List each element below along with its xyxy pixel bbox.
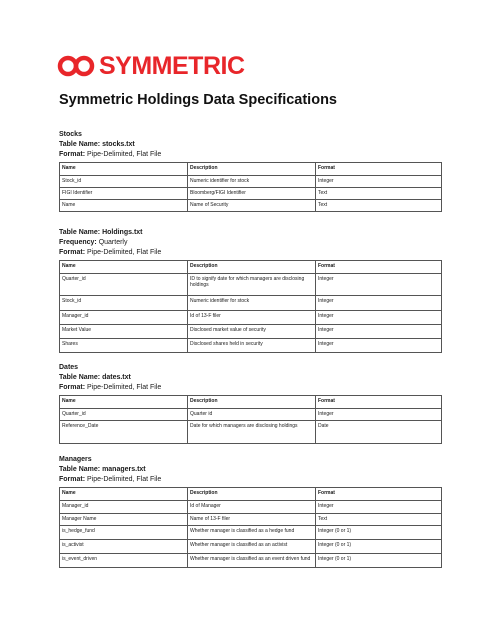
format-line (59, 475, 441, 485)
field-name-cell: Manager Name (60, 514, 188, 526)
format-label: Format: (59, 476, 86, 483)
table-name-line (59, 228, 441, 238)
field-format-cell: Integer (316, 296, 442, 311)
column-header: Description (188, 163, 316, 176)
field-format-cell: Integer (316, 409, 442, 421)
table-name-value: dates.txt (102, 374, 131, 381)
format-line (59, 248, 441, 258)
field-name-cell: Stock_id (60, 176, 188, 188)
table-row (60, 409, 442, 421)
frequency-value: Quarterly (98, 239, 128, 246)
field-description-cell: Whether manager is classified as an event driven fund (188, 554, 316, 568)
column-header: Description (188, 488, 316, 501)
column-header: Format (316, 488, 442, 501)
table-row (60, 296, 442, 311)
table-name-label: Table Name: (59, 374, 101, 381)
table-row (60, 514, 442, 526)
section-1 (59, 228, 441, 353)
field-description-cell: Id of Manager (188, 501, 316, 514)
section-2 (59, 363, 441, 444)
section-0 (59, 130, 441, 212)
column-header: Format (316, 261, 442, 274)
column-header: Name (60, 396, 188, 409)
table-row (60, 501, 442, 514)
table-name-line (59, 140, 441, 150)
column-header: Format (316, 163, 442, 176)
field-name-cell: Market Value (60, 325, 188, 339)
field-description-cell: ID to signify date for which managers are disclosing holdings (188, 274, 316, 296)
format-label: Format: (59, 151, 86, 158)
field-description-cell: Disclosed shares held in security (188, 339, 316, 353)
field-format-cell: Text (316, 188, 442, 200)
table-name-value: managers.txt (102, 466, 146, 473)
field-name-cell: Manager_id (60, 311, 188, 325)
field-description-cell: Name of 13-F filer (188, 514, 316, 526)
spec-table (59, 260, 442, 353)
table-row (60, 540, 442, 554)
format-value: Pipe-Delimited, Flat File (87, 249, 162, 256)
table-name-line (59, 373, 441, 383)
column-header: Description (188, 396, 316, 409)
table-name-value: stocks.txt (102, 141, 135, 148)
table-row (60, 421, 442, 444)
format-label: Format: (59, 384, 86, 391)
format-value: Pipe-Delimited, Flat File (87, 151, 162, 158)
table-row (60, 325, 442, 339)
field-name-cell: Quarter_id (60, 274, 188, 296)
field-name-cell: Reference_Date (60, 421, 188, 444)
field-description-cell: Disclosed market value of security (188, 325, 316, 339)
field-format-cell: Text (316, 200, 442, 212)
field-name-cell: is_activist (60, 540, 188, 554)
field-name-cell: Name (60, 200, 188, 212)
field-name-cell: Stock_id (60, 296, 188, 311)
field-format-cell: Integer (316, 501, 442, 514)
section-heading: Stocks (59, 131, 82, 138)
field-description-cell: Name of Security (188, 200, 316, 212)
table-name-label: Table Name: (59, 229, 101, 236)
field-format-cell: Integer (316, 274, 442, 296)
table-row (60, 274, 442, 296)
table-row (60, 554, 442, 568)
field-description-cell: Id of 13-F filer (188, 311, 316, 325)
table-header-row (60, 163, 442, 176)
column-header: Description (188, 261, 316, 274)
field-description-cell: Date for which managers are disclosing holdings (188, 421, 316, 444)
spec-table (59, 487, 442, 568)
field-format-cell: Integer (0 or 1) (316, 554, 442, 568)
table-name-label: Table Name: (59, 141, 101, 148)
frequency-label: Frequency: (59, 239, 97, 246)
table-header-row (60, 488, 442, 501)
column-header: Format (316, 396, 442, 409)
format-line (59, 383, 441, 393)
spec-table (59, 395, 442, 444)
logo-wordmark: SYMMETRIC (99, 52, 245, 80)
table-row (60, 526, 442, 540)
field-format-cell: Integer (316, 339, 442, 353)
table-header-row (60, 261, 442, 274)
table-row (60, 311, 442, 325)
field-description-cell: Whether manager is classified as a hedge fund (188, 526, 316, 540)
field-name-cell: Quarter_id (60, 409, 188, 421)
column-header: Name (60, 261, 188, 274)
table-row (60, 339, 442, 353)
table-name-value: Holdings.txt (102, 229, 143, 236)
field-format-cell: Integer (316, 176, 442, 188)
field-description-cell: Quarter id (188, 409, 316, 421)
field-name-cell: is_hedge_fund (60, 526, 188, 540)
section-3 (59, 455, 441, 568)
field-name-cell: is_event_driven (60, 554, 188, 568)
field-name-cell: Manager_id (60, 501, 188, 514)
column-header: Name (60, 163, 188, 176)
field-format-cell: Date (316, 421, 442, 444)
field-format-cell: Integer (316, 325, 442, 339)
table-header-row (60, 396, 442, 409)
column-header: Name (60, 488, 188, 501)
section-heading: Managers (59, 456, 92, 463)
symmetric-logo-mark-icon (57, 54, 97, 78)
field-name-cell: Shares (60, 339, 188, 353)
field-description-cell: Numeric identifier for stock (188, 296, 316, 311)
table-row (60, 176, 442, 188)
symmetric-logo (57, 54, 245, 78)
field-name-cell: FIGI Identifier (60, 188, 188, 200)
field-description-cell: Bloomberg/FIGI Identifier (188, 188, 316, 200)
field-format-cell: Text (316, 514, 442, 526)
frequency-line (59, 238, 441, 248)
format-value: Pipe-Delimited, Flat File (87, 384, 162, 391)
table-row (60, 188, 442, 200)
field-description-cell: Numeric identifier for stock (188, 176, 316, 188)
field-format-cell: Integer (0 or 1) (316, 540, 442, 554)
format-label: Format: (59, 249, 86, 256)
document-title: Symmetric Holdings Data Specifications (59, 92, 337, 108)
section-heading: Dates (59, 364, 79, 371)
field-format-cell: Integer (316, 311, 442, 325)
format-line (59, 150, 441, 160)
spec-table (59, 162, 442, 212)
format-value: Pipe-Delimited, Flat File (87, 476, 162, 483)
table-name-line (59, 465, 441, 475)
table-row (60, 200, 442, 212)
field-description-cell: Whether manager is classified as an activist (188, 540, 316, 554)
table-name-label: Table Name: (59, 466, 101, 473)
field-format-cell: Integer (0 or 1) (316, 526, 442, 540)
